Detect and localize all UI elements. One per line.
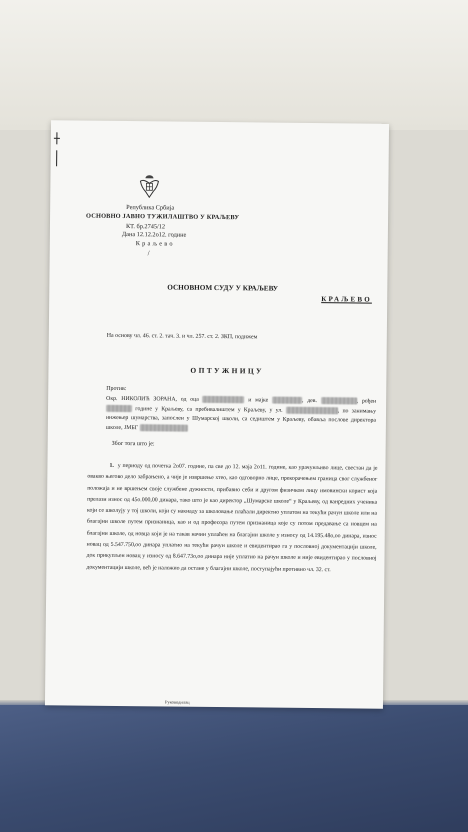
desk-background xyxy=(0,0,468,130)
prosecutor-office-name: ОСНОВНО ЈАВНО ТУЖИЛАШТВО У КРАЉЕВУ xyxy=(86,212,240,222)
document-date: Дана 12.12.2о12. године xyxy=(121,230,187,239)
charge-paragraph-1 xyxy=(86,461,377,577)
header-slash: / xyxy=(147,249,150,258)
against-label: Против: xyxy=(106,385,127,393)
redaction-block xyxy=(106,405,132,412)
document-page xyxy=(45,120,389,709)
redaction-block xyxy=(321,397,357,404)
addressee-city: КРАЉЕВО xyxy=(321,295,372,304)
legal-basis: На основу чл. 46. ст. 2. тач. 3. и чл. 257. ст. 2. ЗКП, подижем xyxy=(106,332,258,341)
defendant-text-5: године у Краљеву, са пребивалиштем у Краљеву, у xyxy=(135,405,273,414)
document-title: ОПТУЖНИЦУ xyxy=(190,365,264,376)
defendant-details xyxy=(106,395,376,437)
redaction-block xyxy=(203,396,245,403)
redaction-block xyxy=(140,424,188,432)
paragraph-number: 1. xyxy=(109,462,114,469)
margin-marks-icon xyxy=(53,130,61,170)
handwritten-note: Руководилац xyxy=(164,699,190,705)
floor-carpet xyxy=(0,705,468,832)
header-city: Краљево xyxy=(135,240,175,248)
defendant-text-1: Окр. НИКОЛИЋ ЗОРАНА, од оца xyxy=(106,395,199,403)
defendant-text-4: , рођен xyxy=(356,398,377,405)
coat-of-arms-icon xyxy=(138,173,160,199)
defendant-text-7: , по занимању инжењер шумарства, запослен у Шумарској школи, са седиштем у Краљеву, обавља послове директора школе, ЈМБГ xyxy=(105,407,377,432)
addressee-court: ОСНОВНОМ СУДУ У КРАЉЕВУ xyxy=(167,283,279,293)
redaction-block xyxy=(286,407,338,415)
paragraph-text: у периоду од почетка 2о07. године, па све до 12. маја 2о11. године, као урачунљиво лице, свестан да је овакво његово дело забрањено, а чије је извршење хтео, као одговорно лице, прекорачењем граница свог службеног положаја и не вршењем своје службене дужности, прибавио себи и другом физичком лицу имовински корист која прелази износ од 45о.000,00 динара, тако што је као директор „Шумарске школе“ у Краљеву, од ванредних ученика који се школују у тој школи, који су накнаду за школовање плаћали директно уплатом на текући рачун школе или на благајни школе путем признаница, као и од професора путем признаница које су потом предавање са новцем на благајни школе, од новца који је на такав начин уплаћен на благајни школе у износу од 14.195.48о,оо динара, износ новац од 5.547.750,оо динара уплатио на текући рачун школе и евидентирао га у пословној документацији школе, док прикупљен новац у износу од 8.647.73о,оо динара није уплатио на рачун школе и није евидентирао у пословној документацији школе, већ је наложио да остане у благајни школе, поступајући противно чл. 32. ст. xyxy=(86,462,378,573)
republic-label: Република Србија xyxy=(126,204,175,212)
because-line: Због тога што је: xyxy=(111,440,155,448)
defendant-text-6: ул. xyxy=(275,407,283,414)
case-number: КТ. бр.2745/12 xyxy=(125,223,166,231)
defendant-text-3: , дев. xyxy=(301,397,317,405)
redaction-block xyxy=(272,397,302,404)
defendant-text-2: и мајке xyxy=(248,397,269,404)
